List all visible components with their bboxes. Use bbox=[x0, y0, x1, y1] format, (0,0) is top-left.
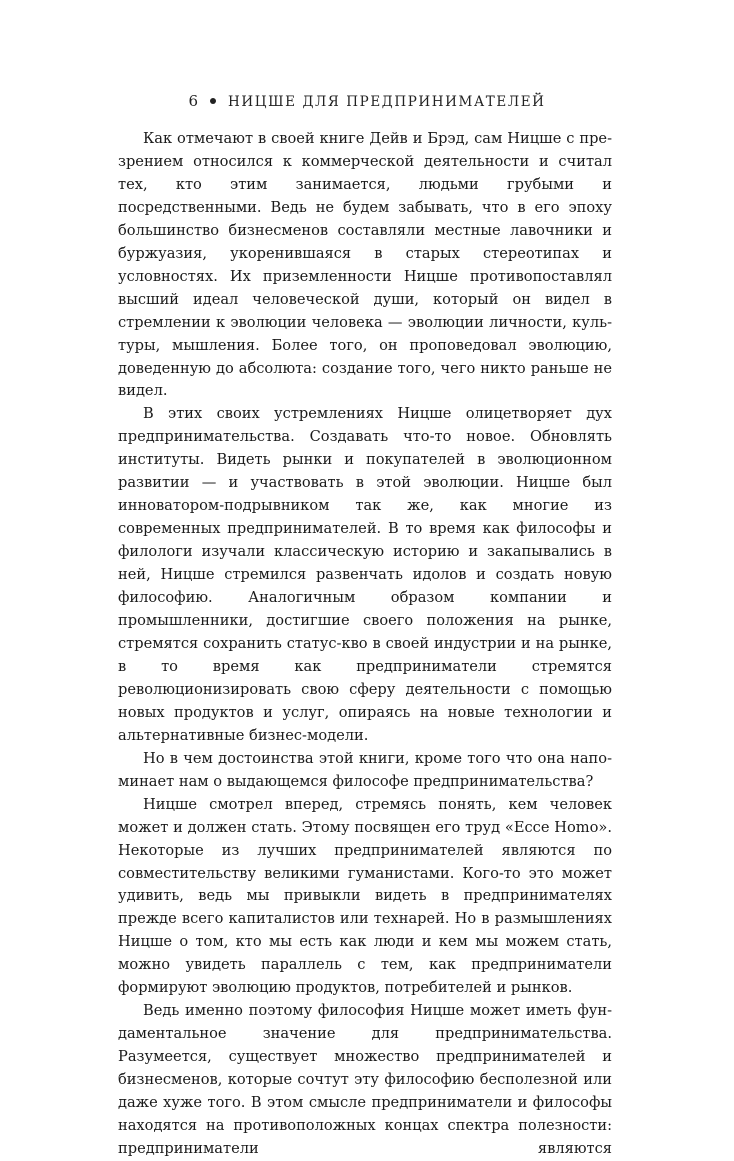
paragraph-5: Ведь именно поэтому философия Ницше может иметь фундаментальное значение для предпринимательства. Разумеется, существует множество предпринимателей и бизнесменов, которые сочтут эту философию бесполезной или даже хуже того. В этом смысле предприниматели и философы находятся на противоположных концах спектра полезности: предприниматели являются bbox=[118, 1002, 612, 1157]
paragraph-4: Ницше смотрел вперед, стремясь понять, кем человек может и должен стать. Этому посвящен его труд «Ecce Homo». Некоторые из лучших предпринимателей являются по совместительству великими гуманистами. Кого-то это может удивить, ведь мы привыкли видеть в предпринимателях прежде всего капиталистов или технарей. Но в размышлениях Ницше о том, кто мы есть как люди и кем мы можем стать, можно увидеть параллель с тем, как предприниматели формируют эволюцию продуктов, потребителей и рынков. bbox=[118, 795, 612, 997]
body-text bbox=[118, 128, 612, 1161]
page-number: 6 bbox=[188, 92, 198, 110]
bullet-separator-icon bbox=[210, 98, 216, 104]
paragraph-2: В этих своих устремлениях Ницше олицетворяет дух предпринимательства. Создавать что-то новое. Обновлять институты. Видеть рынки и покупателей в эволюционном развитии — и участвовать в этой эволюции. Ницше был инноватором-подрывником так же, как многие из современных предпринимателей. В то время как философы и филологи изучали классическую историю и закапывались в ней, Ницше стремился развенчать идолов и создать новую философию. Аналогичным образом компании и промышленники, достигшие своего положения на рынке, стремятся сохранить статус-кво в своей индустрии и на рынке, в то время как предприниматели стремятся революционизировать свою сферу деятельности с помощью новых продуктов и услуг, опираясь на новые технологии и альтернативные бизнес-модели. bbox=[118, 405, 612, 744]
paragraph-1: Как отмечают в своей книге Дейв и Брэд, сам Ницше с презрением относился к коммерческой деятельности и считал тех, кто этим занимается, людьми грубыми и посредственными. Ведь не будем забывать, что в его эпоху большинство бизнесменов составляли местные лавочники и буржуазия, укоренившаяся в старых стереотипах и условностях. Их приземленности Ницше противопоставлял высший идеал человеческой души, который он видел в стремлении к эволюции человека — эволюции личности, культуры, мышления. Более того, он проповедовал эволюцию, доведенную до абсолюта: создание того, чего никто раньше не видел. bbox=[118, 130, 612, 400]
running-header bbox=[0, 92, 734, 110]
running-title: НИЦШЕ ДЛЯ ПРЕДПРИНИМАТЕЛЕЙ bbox=[227, 94, 546, 110]
paragraph-3: Но в чем достоинства этой книги, кроме того что она напоминает нам о выдающемся философе предпринимательства? bbox=[118, 749, 612, 790]
